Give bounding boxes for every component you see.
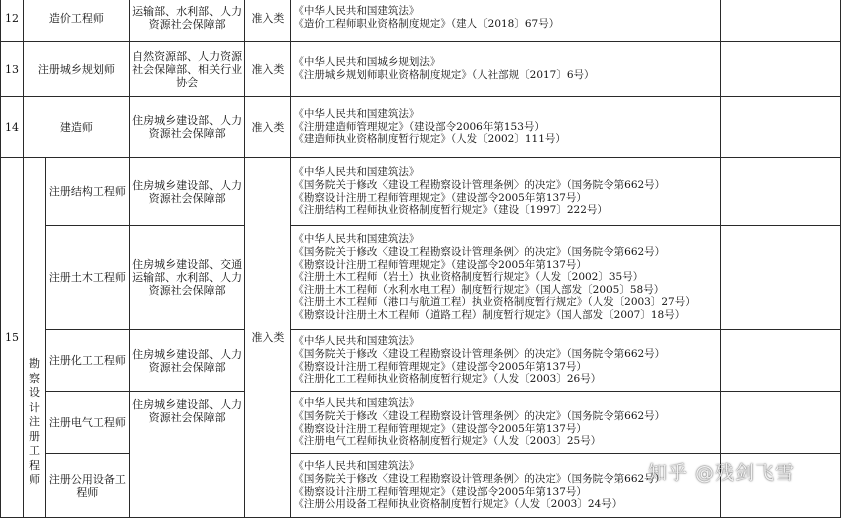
- legal-basis-cell: [291, 226, 721, 330]
- department-cell: 自然资源部、人力资源社会保障部、相关行业协会: [129, 42, 245, 97]
- legal-basis-cell: [291, 330, 721, 392]
- department-cell: 住房城乡建设部、人力资源社会保障部: [129, 158, 245, 226]
- category-type-cell: 准入类: [245, 158, 291, 518]
- legal-basis-cell: [291, 158, 721, 226]
- legal-basis-item: 《勘察设计注册工程师管理规定》（建设部令2005年第137号）: [293, 422, 587, 435]
- remarks-cell: [721, 392, 841, 454]
- category-type-cell: 准入类: [245, 42, 291, 97]
- legal-basis-item: 《勘察设计注册土木工程师（道路工程）制度暂行规定》（国人部发〔2007〕18号）: [293, 308, 686, 321]
- remarks-cell: [721, 330, 841, 392]
- legal-basis-item: 《中华人民共和国建筑法》: [293, 5, 420, 18]
- legal-basis-item: 《建造师执业资格制度暂行规定》（人发〔2002〕111号）: [293, 133, 566, 146]
- qualification-name-cell: 造价工程师: [23, 0, 129, 42]
- table-row: [1, 42, 841, 97]
- remarks-cell: [721, 158, 841, 226]
- legal-basis-item: 《勘察设计注册工程师管理规定》（建设部令2005年第137号）: [293, 191, 587, 204]
- legal-basis-item: 《注册公用设备工程师执业资格制度暂行规定》（人发〔2003〕24号）: [293, 498, 623, 511]
- table-row: [1, 97, 841, 158]
- legal-basis-item: 《勘察设计注册工程师管理规定》（建设部令2005年第137号）: [293, 258, 587, 271]
- remarks-cell: [721, 0, 841, 42]
- legal-basis-item: 《中华人民共和国建筑法》: [293, 460, 420, 473]
- legal-basis-item: 《中华人民共和国建筑法》: [293, 108, 420, 121]
- table-row: [1, 330, 841, 392]
- table-row: [1, 0, 841, 42]
- legal-basis-item: 《勘察设计注册工程师管理规定》（建设部令2005年第137号）: [293, 485, 587, 498]
- legal-basis-item: 《中华人民共和国建筑法》: [293, 397, 420, 410]
- row-number-cell: 12: [1, 0, 24, 42]
- legal-basis-item: 《注册结构工程师执业资格制度暂行规定》（建设〔1997〕222号）: [293, 204, 608, 217]
- qualification-name-cell: 注册土木工程师: [45, 226, 129, 330]
- table-row: [1, 158, 841, 226]
- legal-basis-item: 《注册城乡规划师职业资格制度规定》（人社部规〔2017〕6号）: [293, 69, 595, 81]
- qualification-name-cell: 注册结构工程师: [45, 158, 129, 226]
- qualification-name-cell: 注册公用设备工程师: [45, 454, 129, 518]
- row-number-cell: 14: [1, 97, 24, 158]
- qualification-name-cell: 注册化工工程师: [45, 330, 129, 392]
- remarks-cell: [721, 226, 841, 330]
- remarks-cell: [721, 97, 841, 158]
- table-row: [1, 392, 841, 454]
- legal-basis-cell: [291, 97, 721, 158]
- qualification-name-cell: 建造师: [23, 97, 129, 158]
- legal-basis-item: 《中华人民共和国城乡规划法》: [293, 56, 441, 69]
- zhihu-watermark: 知乎 @残剑飞雪: [648, 462, 796, 484]
- legal-basis-cell: [291, 0, 721, 42]
- legal-basis-item: 《勘察设计注册工程师管理规定》（建设部令2005年第137号）: [293, 360, 587, 373]
- legal-basis-item: 《注册土木工程师（水利水电工程）制度暂行规定》（国人部发〔2005〕58号）: [293, 283, 665, 296]
- legal-basis-item: 《中华人民共和国建筑法》: [293, 335, 420, 348]
- legal-basis-item: 《国务院关于修改〈建设工程勘察设计管理条例〉的决定》（国务院令第662号）: [293, 347, 666, 360]
- legal-basis-cell: [291, 42, 721, 97]
- qualification-name-cell: 注册城乡规划师: [23, 42, 129, 97]
- legal-basis-item: 《注册电气工程师执业资格制度暂行规定》（人发〔2003〕25号）: [293, 435, 602, 448]
- legal-basis-item: 《注册化工工程师执业资格制度暂行规定》（人发〔2003〕26号）: [293, 373, 602, 386]
- legal-basis-item: 《注册建造师管理规定》（建设部令2006年第153号）: [293, 120, 545, 133]
- legal-basis-cell: [291, 392, 721, 454]
- group-category-cell: 勘 察 设 计 注 册 工 程 师: [23, 158, 45, 518]
- legal-basis-item: 《中华人民共和国建筑法》: [293, 166, 420, 179]
- legal-basis-item: 《注册土木工程师（岩土）执业资格制度暂行规定》（人发〔2002〕35号）: [293, 271, 644, 284]
- department-cell: 住房城乡建设部、人力资源社会保障部: [129, 330, 245, 392]
- legal-basis-item: 《造价工程师职业资格制度规定》（建人〔2018〕67号）: [293, 18, 560, 30]
- qualification-name-cell: 注册电气工程师: [45, 392, 129, 454]
- row-number-cell: 13: [1, 42, 24, 97]
- category-type-cell: 准入类: [245, 97, 291, 158]
- legal-basis-item: 《国务院关于修改〈建设工程勘察设计管理条例〉的决定》（国务院令第662号）: [293, 409, 666, 422]
- legal-basis-item: 《国务院关于修改〈建设工程勘察设计管理条例〉的决定》（国务院令第662号）: [293, 472, 666, 485]
- department-cell: 运输部、水利部、人力资源社会保障部: [129, 0, 245, 42]
- legal-basis-item: 《注册土木工程师（港口与航道工程）执业资格制度暂行规定》（人发〔2003〕27号）: [293, 296, 696, 309]
- department-cell: 住房城乡建设部、交通运输部、水利部、人力资源社会保障部: [129, 226, 245, 330]
- row-number-cell: 15: [1, 158, 24, 518]
- category-type-cell: 准入类: [245, 0, 291, 42]
- legal-basis-item: 《国务院关于修改〈建设工程勘察设计管理条例〉的决定》（国务院令第662号）: [293, 246, 666, 259]
- remarks-cell: [721, 42, 841, 97]
- department-cell: 住房城乡建设部、人力资源社会保障部: [129, 392, 245, 518]
- legal-basis-item: 《中华人民共和国建筑法》: [293, 233, 420, 246]
- table-row: [1, 226, 841, 330]
- department-cell: 住房城乡建设部、人力资源社会保障部: [129, 97, 245, 158]
- legal-basis-item: 《国务院关于修改〈建设工程勘察设计管理条例〉的决定》（国务院令第662号）: [293, 178, 666, 191]
